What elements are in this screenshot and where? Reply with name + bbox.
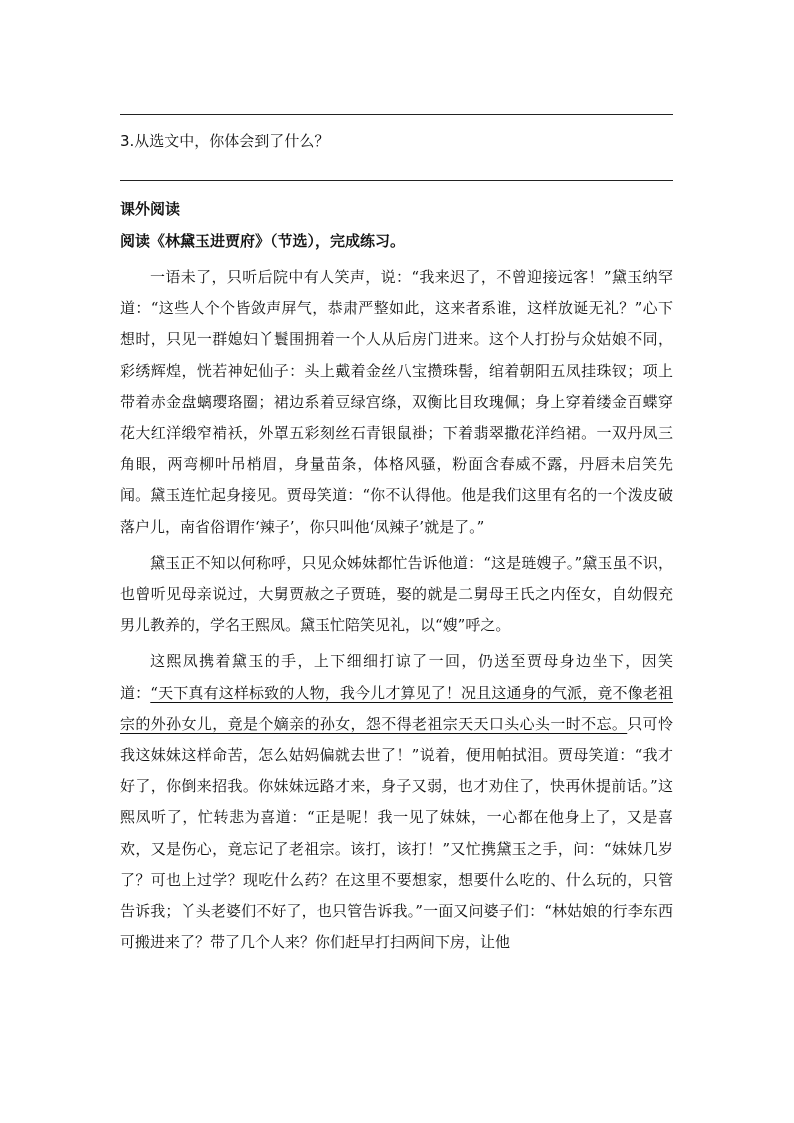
passage <box>120 262 673 963</box>
reading-instruction: 阅读《林黛玉进贾府》（节选），完成练习。 <box>120 232 406 250</box>
question-3: 3.从选文中，你体会到了什么？ <box>120 132 330 150</box>
paragraph-3 <box>120 646 673 958</box>
underlined-quote: “天下真有这样标致的人物，我今儿才算见了！况且这通身的气派，竟不像老祖宗的外孙女儿，竟是个嫡亲的孙女，怨不得老祖宗天天口头心头一时不忘。 <box>120 683 673 733</box>
section-title: 课外阅读 <box>120 200 181 218</box>
paragraph-1: 一语未了，只听后院中有人笑声，说：“我来迟了，不曾迎接远客！”黛玉纳罕道：“这些人个个皆敛声屏气，恭肃严整如此，这来者系谁，这样放诞无礼？”心下想时，只见一群媳妇丫鬟围拥着一个人从后房门进来。这个人打扮与众姑娘不同，彩绣辉煌，恍若神妃仙子：头上戴着金丝八宝攒珠髻，绾着朝阳五凤挂珠钗；项上带着赤金盘螭璎珞圈；裙边系着豆绿宫绦，双衡比目玫瑰佩；身上穿着缕金百蝶穿花大红洋缎窄褃袄，外罩五彩刻丝石青银鼠褂；下着翡翠撒花洋绉裙。一双丹凤三角眼，两弯柳叶吊梢眉，身量苗条，体格风骚，粉面含春威不露，丹唇未启笑先闻。黛玉连忙起身接见。贾母笑道：“你不认得他。他是我们这里有名的一个泼皮破落户儿，南省俗谓作‘辣子’，你只叫他‘凤辣子’就是了。” <box>120 268 673 536</box>
paragraph-2: 黛玉正不知以何称呼，只见众姊妹都忙告诉他道：“这是琏嫂子。”黛玉虽不识，也曾听见母亲说过，大舅贾赦之子贾琏，娶的就是二舅母王氏之内侄女，自幼假充男儿教养的，学名王熙凤。黛玉忙陪笑见礼，以“嫂”呼之。 <box>120 553 673 635</box>
paragraph-3-lead: 这熙凤携着黛玉的手，上下细细打谅了一回，仍送至贾母身边坐下，因笑道： <box>120 652 673 702</box>
paragraph-3-rest: 只可怜我这妹妹这样命苦，怎么姑妈偏就去世了！”说着，便用帕拭泪。贾母笑道：“我才好了，你倒来招我。你妹妹远路才来，身子又弱，也才劝住了，快再休提前话。”这熙凤听了，忙转悲为喜道：“正是呢！我一见了妹妹，一心都在他身上了，又是喜欢，又是伤心，竟忘记了老祖宗。该打，该打！”又忙携黛玉之手，问：“妹妹几岁了？可也上过学？现吃什么药？在这里不要想家，想要什么吃的、什么玩的，只管告诉我；丫头老婆们不好了，也只管告诉我。”一面又问婆子们：“林姑娘的行李东西可搬进来了？带了几个人来？你们赶早打扫两间下房，让他 <box>120 714 673 952</box>
answer-line-2 <box>120 180 673 181</box>
answer-line-1 <box>120 114 673 115</box>
